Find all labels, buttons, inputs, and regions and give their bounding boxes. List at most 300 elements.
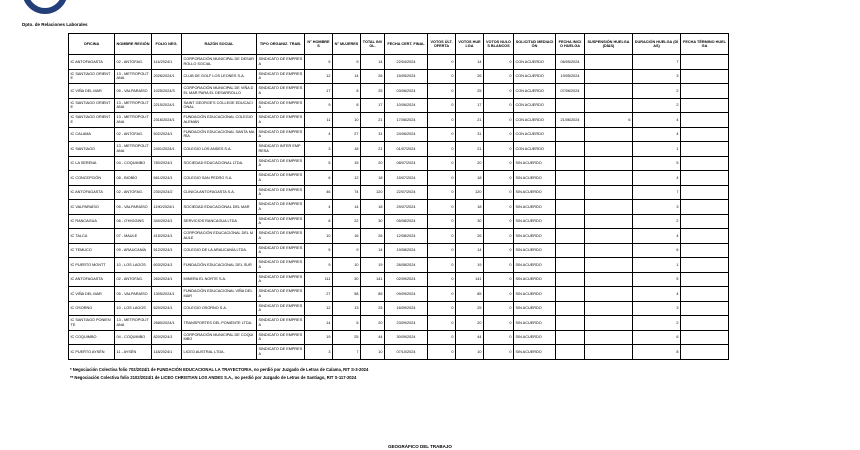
table-cell: SINDICATO DE EMPRESA — [257, 200, 305, 215]
table-cell: 0 — [428, 200, 456, 215]
table-cell: 14 — [456, 55, 484, 70]
table-cell: 22 — [333, 214, 361, 229]
table-cell: 26/08/2024 — [385, 258, 428, 273]
column-header: VOTOS NULOS BLANCOS — [484, 34, 514, 55]
table-cell: 25 — [456, 301, 484, 316]
table-cell: SINDICATO DE EMPRESA — [257, 316, 305, 331]
table-cell: 820/2024/1 — [152, 330, 182, 345]
table-cell: 22/07/2024 — [385, 185, 428, 200]
table-cell: 0 — [484, 301, 514, 316]
table-cell — [556, 229, 585, 244]
table-cell: 2 — [633, 84, 681, 99]
table-cell: CON ACUERDO — [514, 127, 556, 142]
table-cell: COLEGIO SAN PEDRO S.A. — [182, 171, 257, 186]
table-cell: SIN ACUERDO — [514, 185, 556, 200]
table-cell — [556, 301, 585, 316]
table-cell: SIN ACUERDO — [514, 301, 556, 316]
table-cell: 230/2024/2 — [152, 185, 182, 200]
table-cell — [681, 156, 729, 171]
table-cell: IC SANTIAGO ORIENTE — [69, 113, 115, 128]
column-header: OFICINA — [69, 34, 115, 55]
table-cell: IC VIÑA DEL MAR — [69, 287, 115, 302]
table-cell: 4 — [633, 127, 681, 142]
table-cell: 0 — [428, 98, 456, 113]
table-cell: IC SANTIAGO ORIENTE — [69, 98, 115, 113]
table-cell: SINDICATO INTER EMPRESA — [257, 142, 305, 157]
table-cell: 10 — [333, 258, 361, 273]
table-cell: 0 — [484, 127, 514, 142]
table-row — [69, 316, 729, 331]
table-cell — [585, 229, 633, 244]
table-row — [69, 185, 729, 200]
table-cell: 2 — [633, 214, 681, 229]
table-cell: 27 — [305, 287, 333, 302]
table-cell: 4 — [633, 113, 681, 128]
table-cell: 2316/2024/1 — [152, 113, 182, 128]
table-cell: 29/07/2024 — [385, 200, 428, 215]
table-cell: 260/2024/1 — [152, 272, 182, 287]
table-cell: SOCIEDAD EDUCACIONAL LTDA. — [182, 156, 257, 171]
table-cell: 0 — [484, 55, 514, 70]
table-cell: FUNDACIÓN EDUCACIONAL COLEGIO ALEMÁN — [182, 113, 257, 128]
column-header: TOTAL INVOL. — [361, 34, 385, 55]
table-cell: 74 — [333, 185, 361, 200]
table-cell: CON ACUERDO — [514, 69, 556, 84]
table-cell: 19/05/2024 — [556, 69, 585, 84]
table-cell: 3 — [633, 200, 681, 215]
table-cell: 114/2024/1 — [152, 55, 182, 70]
table-cell: 6 — [633, 330, 681, 345]
table-cell — [585, 156, 633, 171]
table-cell: 25 — [361, 301, 385, 316]
table-cell: IC CALAMA — [69, 127, 115, 142]
table-cell: 0 — [428, 69, 456, 84]
table-cell: 0 — [484, 229, 514, 244]
table-cell: FUNDACIÓN EDUCACIONAL SANTA MARÍA — [182, 127, 257, 142]
table-row — [69, 156, 729, 171]
table-cell: 19/08/2024 — [385, 243, 428, 258]
table-cell: 10 — [456, 345, 484, 360]
table-cell — [556, 272, 585, 287]
table-cell — [556, 185, 585, 200]
table-cell: SINDICATO DE EMPRESA — [257, 113, 305, 128]
table-cell: IC RANCAGUA — [69, 214, 115, 229]
table-cell: SERVICIOS RANCAGUA LTDA. — [182, 214, 257, 229]
column-header: FECHA TÉRMINO HUELGA — [681, 34, 729, 55]
table-cell: 0 — [428, 214, 456, 229]
table-cell: 19 — [361, 258, 385, 273]
table-cell: 2026/2024/1 — [152, 69, 182, 84]
table-cell: SINDICATO DE EMPRESA — [257, 98, 305, 113]
table-cell: 0 — [428, 287, 456, 302]
table-cell: 118/2024/1 — [152, 345, 182, 360]
table-cell: 0 — [428, 185, 456, 200]
table-cell: SINDICATO DE EMPRESA — [257, 127, 305, 142]
table-cell: 0 — [484, 98, 514, 113]
table-cell: 11 - AYSÉN — [115, 345, 152, 360]
table-cell — [681, 200, 729, 215]
table-cell: 0 — [428, 301, 456, 316]
table-cell: 0 — [484, 156, 514, 171]
table-row — [69, 214, 729, 229]
table-cell: 10 — [305, 229, 333, 244]
table-cell: SIN ACUERDO — [514, 345, 556, 360]
table-cell: MINERA EL NORTE S.A. — [182, 272, 257, 287]
table-cell — [681, 272, 729, 287]
table-cell: 4 — [633, 229, 681, 244]
table-cell: 6 — [305, 171, 333, 186]
column-header: DURACIÓN HUELGA (DÍAS) — [633, 34, 681, 55]
table-cell — [681, 113, 729, 128]
table-cell: IC SANTIAGO ORIENTE — [69, 69, 115, 84]
table-cell: 0 — [428, 113, 456, 128]
table-cell — [556, 345, 585, 360]
table-cell: 0 — [484, 243, 514, 258]
table-cell: SINDICATO DE EMPRESA — [257, 301, 305, 316]
table-cell: IC PUERTO MONTT — [69, 258, 115, 273]
table-cell: 5 — [305, 55, 333, 70]
table-cell: SINDICATO DE EMPRESA — [257, 156, 305, 171]
table-cell — [681, 316, 729, 331]
table-cell — [556, 171, 585, 186]
table-cell: 01/07/2024 — [385, 142, 428, 157]
table-cell — [556, 98, 585, 113]
column-header: FECHA CERT. FINAL — [385, 34, 428, 55]
table-cell: IC TEMUCO — [69, 243, 115, 258]
table-cell: 120 — [361, 185, 385, 200]
table-cell — [585, 316, 633, 331]
column-header: RAZÓN SOCIAL — [182, 34, 257, 55]
table-cell: 11 — [305, 113, 333, 128]
table-cell: CON ACUERDO — [514, 55, 556, 70]
table-cell: CORPORACIÓN MUNICIPAL DE COQUIMBO — [182, 330, 257, 345]
table-cell: 30 — [456, 214, 484, 229]
table-cell — [585, 258, 633, 273]
table-row — [69, 258, 729, 273]
table-cell: 13 — [333, 301, 361, 316]
table-cell: SIN ACUERDO — [514, 214, 556, 229]
table-cell: 111 — [305, 272, 333, 287]
table-cell: SIN ACUERDO — [514, 330, 556, 345]
table-cell: 7 — [633, 185, 681, 200]
table-cell: 0 — [484, 200, 514, 215]
table-cell: 340/2024/1 — [152, 214, 182, 229]
table-cell: 6 — [633, 243, 681, 258]
table-cell: SINDICATO DE EMPRESA — [257, 185, 305, 200]
table-cell: 25 — [456, 84, 484, 99]
table-cell: 0 — [484, 258, 514, 273]
table-cell: 17/06/2024 — [385, 113, 428, 128]
table-cell: 4 — [633, 171, 681, 186]
table-cell: SIN ACUERDO — [514, 229, 556, 244]
table-cell: 5 — [305, 243, 333, 258]
table-cell: FUNDACIÓN EDUCACIONAL DEL SUR — [182, 258, 257, 273]
table-cell: 0 — [484, 69, 514, 84]
table-cell: IC OSORNO — [69, 301, 115, 316]
table-cell: 0 — [428, 127, 456, 142]
table-cell: 0 — [484, 330, 514, 345]
table-header-row — [69, 34, 729, 55]
table-cell: COLEGIO LOS ANDES S.A. — [182, 142, 257, 157]
table-cell: 44 — [361, 330, 385, 345]
table-cell: 0 — [428, 330, 456, 345]
table-cell: 0 — [484, 142, 514, 157]
table-cell — [681, 243, 729, 258]
table-cell: 25 — [333, 330, 361, 345]
table-cell: FUNDACIÓN EDUCACIONAL VIÑA DEL MAR — [182, 287, 257, 302]
column-header: VOTOS ÚLT. OFERTA — [428, 34, 456, 55]
table-cell: 02/09/2024 — [385, 272, 428, 287]
table-cell — [556, 156, 585, 171]
table-cell — [681, 98, 729, 113]
table-cell: 13 - METROPOLITANA — [115, 113, 152, 128]
table-cell: 14 — [333, 69, 361, 84]
table-cell: 1 — [633, 258, 681, 273]
table-cell: 120 — [456, 185, 484, 200]
table-cell: 1 — [633, 142, 681, 157]
table-cell: SIN ACUERDO — [514, 200, 556, 215]
table-cell: 14 — [361, 243, 385, 258]
table-cell: 0 — [428, 229, 456, 244]
table-cell: 3 — [633, 69, 681, 84]
table-cell: 18 — [361, 200, 385, 215]
table-cell: 26 — [361, 69, 385, 84]
table-cell: 18 — [456, 171, 484, 186]
table-cell: 20 — [361, 316, 385, 331]
table-cell: SIN ACUERDO — [514, 316, 556, 331]
table-cell: SINDICATO DE EMPRESA — [257, 229, 305, 244]
table-cell: SINDICATO DE EMPRESA — [257, 243, 305, 258]
table-cell — [585, 301, 633, 316]
table-cell: CON ACUERDO — [514, 113, 556, 128]
table-cell: 2 — [633, 316, 681, 331]
table-cell: 2215/2024/1 — [152, 98, 182, 113]
table-cell: 0 — [428, 156, 456, 171]
column-header: NOMBRE REGIÓN — [115, 34, 152, 55]
table-cell — [585, 287, 633, 302]
table-cell: 21/06/2024 — [556, 113, 585, 128]
table-cell — [681, 287, 729, 302]
table-cell — [681, 229, 729, 244]
table-cell: 26 — [456, 229, 484, 244]
table-cell: 141 — [361, 272, 385, 287]
table-cell: SINDICATO DE EMPRESA — [257, 345, 305, 360]
table-cell: 0 — [484, 113, 514, 128]
table-cell: 8 — [333, 84, 361, 99]
table-cell — [556, 142, 585, 157]
table-cell — [556, 200, 585, 215]
table-cell — [585, 171, 633, 186]
table-row — [69, 171, 729, 186]
table-cell: 16 — [333, 229, 361, 244]
table-cell: 30/09/2024 — [385, 330, 428, 345]
table-cell: 05 - VALPARAÍSO — [115, 287, 152, 302]
table-cell: SINDICATO DE EMPRESA — [257, 258, 305, 273]
table-cell: 21 — [361, 113, 385, 128]
table-cell: SINDICATO DE EMPRESA — [257, 330, 305, 345]
table-cell: IC VIÑA DEL MAR — [69, 84, 115, 99]
table-cell — [585, 84, 633, 99]
table-cell: 3 — [305, 142, 333, 157]
table-cell: 0 — [484, 345, 514, 360]
table-cell: 15/07/2024 — [385, 171, 428, 186]
table-row — [69, 98, 729, 113]
table-cell: 0 — [484, 272, 514, 287]
table-cell: CORPORACIÓN EDUCACIONAL DEL MAULE — [182, 229, 257, 244]
table-row — [69, 84, 729, 99]
table-cell — [585, 98, 633, 113]
table-cell: 6 — [585, 113, 633, 128]
table-cell — [585, 214, 633, 229]
table-cell: 26 — [456, 69, 484, 84]
table-cell: 6 — [333, 316, 361, 331]
table-cell: 26 — [361, 229, 385, 244]
column-header: VOTOS HUELGA — [456, 34, 484, 55]
table-cell: COLEGIO DE LA ARAUCANÍA LTDA. — [182, 243, 257, 258]
table-cell: 0 — [484, 84, 514, 99]
table-cell: 19 — [305, 330, 333, 345]
logo — [22, 0, 70, 18]
table-cell: 44 — [456, 330, 484, 345]
column-header: N° MUJERES — [333, 34, 361, 55]
table-cell: 02 - ANTOFAG. — [115, 127, 152, 142]
column-header: SUSPENSIÓN HUELGA (DÍAS) — [585, 34, 633, 55]
table-cell: 58 — [333, 287, 361, 302]
table-cell: IC COQUIMBO — [69, 330, 115, 345]
table-cell: 10 - LOS LAGOS — [115, 301, 152, 316]
table-cell: 512/2024/1 — [152, 243, 182, 258]
table-cell: 10 — [361, 345, 385, 360]
table-cell: CLÍNICA ANTOFAGASTA S.A. — [182, 185, 257, 200]
table-cell: TRANSPORTES DEL PONIENTE LTDA. — [182, 316, 257, 331]
table-cell: 0 — [428, 142, 456, 157]
table-cell: IC CONCEPCIÓN — [69, 171, 115, 186]
table-cell: 12 — [305, 301, 333, 316]
table-cell: 8 — [633, 345, 681, 360]
table-cell: 5 — [305, 156, 333, 171]
table-cell: 16/09/2024 — [385, 301, 428, 316]
table-cell: 06 - O'HIGGINS — [115, 214, 152, 229]
table-row — [69, 127, 729, 142]
table-cell: 22/04/2024 — [385, 55, 428, 70]
department-label: Dpto. de Relaciones Laborales — [22, 22, 88, 27]
table-cell: 780/2024/1 — [152, 156, 182, 171]
table-cell — [681, 185, 729, 200]
table-cell: 14 — [333, 200, 361, 215]
table-cell: 5 — [633, 272, 681, 287]
table-cell: 30 — [361, 214, 385, 229]
table-cell: 02 - ANTOFAG. — [115, 185, 152, 200]
table-cell: CLUB DE GOLF LOS LEONES S.A. — [182, 69, 257, 84]
table-cell: 1305/2024/1 — [152, 287, 182, 302]
column-header: N° HOMBRES — [305, 34, 333, 55]
table-cell: SIN ACUERDO — [514, 272, 556, 287]
table-row — [69, 272, 729, 287]
table-cell: 661/2024/1 — [152, 171, 182, 186]
table-cell: 13 - METROPOLITANA — [115, 98, 152, 113]
table-row — [69, 113, 729, 128]
table-cell — [585, 142, 633, 157]
table-cell — [585, 200, 633, 215]
table-cell: 09/09/2024 — [385, 287, 428, 302]
table-row — [69, 200, 729, 215]
table-cell — [556, 287, 585, 302]
table-cell — [585, 127, 633, 142]
table-cell: IC ANTOFAGASTA — [69, 185, 115, 200]
table-cell — [556, 214, 585, 229]
table-cell: IC ANTOFAGASTA — [69, 272, 115, 287]
table-cell — [681, 345, 729, 360]
table-cell: 2401/2024/1 — [152, 142, 182, 157]
table-cell — [585, 272, 633, 287]
table-cell: 85 — [456, 287, 484, 302]
table-row — [69, 243, 729, 258]
table-cell: 1025/2024/3 — [152, 84, 182, 99]
table-cell: 0 — [484, 214, 514, 229]
table-cell: CON ACUERDO — [514, 84, 556, 99]
table-cell: 07/10/2024 — [385, 345, 428, 360]
column-header: TIPO ORGANIZ. TRAB. — [257, 34, 305, 55]
table-cell: 05/08/2024 — [385, 214, 428, 229]
table-cell: 13 - METROPOLITANA — [115, 316, 152, 331]
table-cell: 25 — [361, 84, 385, 99]
column-header: FOLIO NEG. — [152, 34, 182, 55]
table-cell: 07 - MAULE — [115, 229, 152, 244]
table-row — [69, 345, 729, 360]
table-cell: 04 - COQUIMBO — [115, 156, 152, 171]
table-cell — [681, 55, 729, 70]
table-cell: 9 — [333, 55, 361, 70]
table-cell: 17 — [305, 84, 333, 99]
table-cell: SIN ACUERDO — [514, 171, 556, 186]
table-cell: 0 — [428, 171, 456, 186]
table-cell: IC ANTOFAGASTA — [69, 55, 115, 70]
table-body — [69, 55, 729, 360]
table-cell: 0 — [428, 84, 456, 99]
table-cell: 08/07/2024 — [385, 156, 428, 171]
table-cell: IC LA SERENA — [69, 156, 115, 171]
table-cell: 05 - VALPARAÍSO — [115, 84, 152, 99]
strikes-table — [68, 33, 729, 360]
table-cell: 15/05/2024 — [385, 69, 428, 84]
table-cell: SIN ACUERDO — [514, 258, 556, 273]
table-cell — [681, 330, 729, 345]
table-cell: 13 - METROPOLITANA — [115, 142, 152, 157]
table-cell: 12 — [305, 69, 333, 84]
table-cell — [681, 258, 729, 273]
table-cell — [585, 330, 633, 345]
page-footer: GEOGRÁFICO DEL TRABAJO — [388, 444, 452, 449]
table-cell: IC VALPARAÍSO — [69, 200, 115, 215]
table-cell — [556, 127, 585, 142]
table-cell: 0 — [428, 55, 456, 70]
table-cell — [585, 185, 633, 200]
column-header: SOLICITUD MEDIACIÓN — [514, 34, 556, 55]
table-row — [69, 301, 729, 316]
table-cell: 17 — [456, 98, 484, 113]
table-cell: 02 - ANTOFAG. — [115, 55, 152, 70]
table-cell: IC PUERTO AYSÉN — [69, 345, 115, 360]
table-cell: LICEO AUSTRAL LTDA. — [182, 345, 257, 360]
table-cell: CON ACUERDO — [514, 98, 556, 113]
table-cell: 141 — [456, 272, 484, 287]
table-cell: 0 — [428, 345, 456, 360]
table-cell: CORPORACIÓN MUNICIPAL DE DESARROLLO SOCIAL — [182, 55, 257, 70]
table-cell: 1190/2024/1 — [152, 200, 182, 215]
table-cell: 4 — [305, 200, 333, 215]
table-cell: SIN ACUERDO — [514, 287, 556, 302]
table-cell: 0 — [484, 316, 514, 331]
